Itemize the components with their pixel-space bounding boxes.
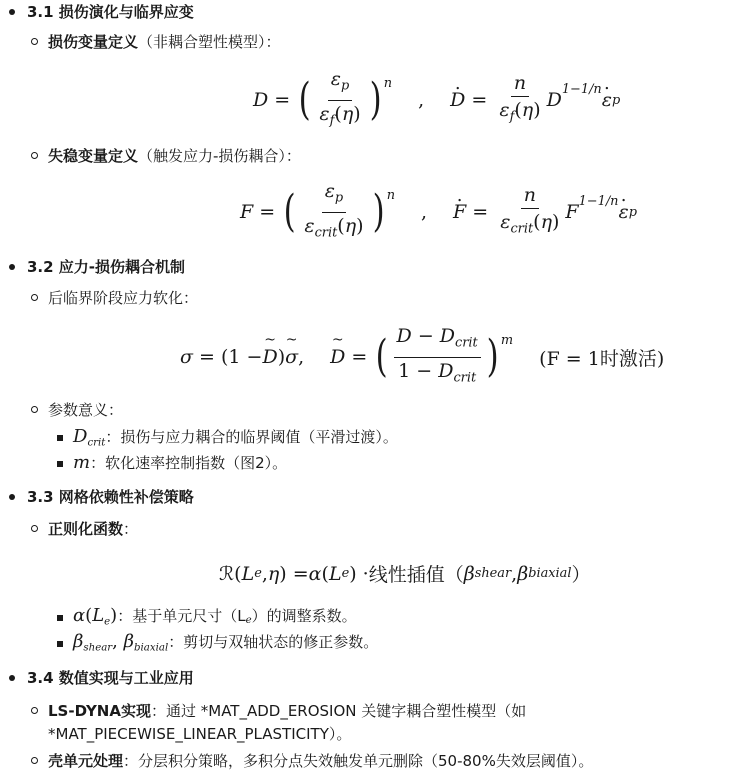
bullet-dot — [9, 675, 15, 681]
section-title-3-4: 3.4 数值实现与工业应用 — [27, 669, 194, 687]
bullet-square — [57, 461, 63, 467]
bullet-square — [57, 435, 63, 441]
damage-definition-paren: （非耦合塑性模型）： — [138, 33, 281, 51]
beta-description: ：剪切与双轴状态的修正参数。 — [168, 633, 379, 651]
bullet-circle — [31, 38, 38, 45]
regularization-equation: ℛ ( L e , η ) = α ( L e ) · 线性插值 （ β shear , β biaxial ） — [219, 560, 591, 587]
bullet-circle — [31, 294, 38, 301]
bullet-square — [57, 615, 63, 621]
damage-definition-item — [48, 31, 281, 53]
damage-definition-label: 损伤变量定义 — [48, 33, 139, 51]
m-description: ：软化速率控制指数（图2）。 — [90, 454, 288, 472]
bullet-circle — [31, 525, 38, 532]
instability-definition-label: 失稳变量定义 — [48, 147, 139, 165]
section-title-3-2: 3.2 应力-损伤耦合机制 — [27, 258, 186, 276]
shell-text: ：分层积分策略，多积分点失效触发单元删除（50-80%失效层阈值）。 — [123, 752, 594, 770]
shell-label: 壳单元处理 — [48, 752, 124, 770]
alpha-description-b: ）的调整系数。 — [251, 607, 357, 625]
bullet-dot — [9, 9, 15, 15]
bullet-dot — [9, 264, 15, 270]
regularization-item — [48, 518, 138, 540]
alpha-item: $\alpha(L_e)$：基于单元尺寸$(L_e)$的调整系数。 — [73, 605, 357, 628]
softening-equation: σ = (1 − ~ D ) ~ σ , ~ D = ( $\frac{D - D_{crit}}{1 - D_{crit}}$ ) m (F = 1时激活) — [180, 325, 664, 389]
dcrit-item: $D_{crit}$：损伤与应力耦合的临界阈值（平滑过渡）。 — [73, 426, 398, 449]
lsdyna-text: ：通过 *MAT_ADD_EROSION 关键字耦合塑性模型（如 — [150, 702, 527, 720]
bullet-circle — [31, 152, 38, 159]
section-title-3-1: 3.1 损伤演化与临界应变 — [27, 3, 194, 21]
alpha-description-a: ：基于单元尺寸（L — [117, 607, 246, 625]
regularization-colon: ： — [123, 520, 139, 538]
m-item: m：软化速率控制指数（图2）。 — [73, 452, 288, 473]
dcrit-description: ：损伤与应力耦合的临界阈值（平滑过渡）。 — [105, 428, 398, 446]
instability-definition-item — [48, 145, 301, 167]
bullet-dot — [9, 494, 15, 500]
instability-definition-paren: （触发应力-损伤耦合）： — [138, 147, 301, 165]
lsdyna-text-continued: *MAT_PIECEWISE_LINEAR_PLASTICITY）。 — [48, 725, 352, 743]
bullet-circle — [31, 406, 38, 413]
shell-item — [48, 750, 593, 772]
bullet-square — [57, 641, 63, 647]
regularization-label: 正则化函数 — [48, 520, 124, 538]
instability-equation: F = ( $\frac{\varepsilon_p}{\varepsilon_{crit}(\eta)}$ ) n , . F = $\frac{n}{\varepsilon_{crit}(\eta)}$ F 1−1/n . ε p — [240, 180, 637, 244]
beta-item: $\beta_{shear}$, $\beta_{biaxial}$：剪切与双轴状态的修正参数。 — [73, 631, 379, 654]
activation-condition: (F = 1时激活) — [539, 347, 665, 370]
interp-text: 线性插值 — [368, 564, 445, 586]
parameter-meaning-text: 参数意义： — [48, 401, 124, 419]
section-title-3-3: 3.3 网格依赖性补偿策略 — [27, 488, 194, 506]
softening-text: 后临界阶段应力软化： — [48, 289, 199, 307]
lsdyna-label: LS-DYNA实现 — [48, 702, 151, 720]
bullet-circle — [31, 757, 38, 764]
bullet-circle — [31, 707, 38, 714]
damage-equation: D = ( $\frac{\varepsilon_p}{\varepsilon_f(\eta)}$ ) n , . D = $\frac{n}{\varepsilon_f(\eta)}$ D 1−1/n . ε p — [253, 68, 620, 132]
lsdyna-item — [48, 700, 526, 722]
